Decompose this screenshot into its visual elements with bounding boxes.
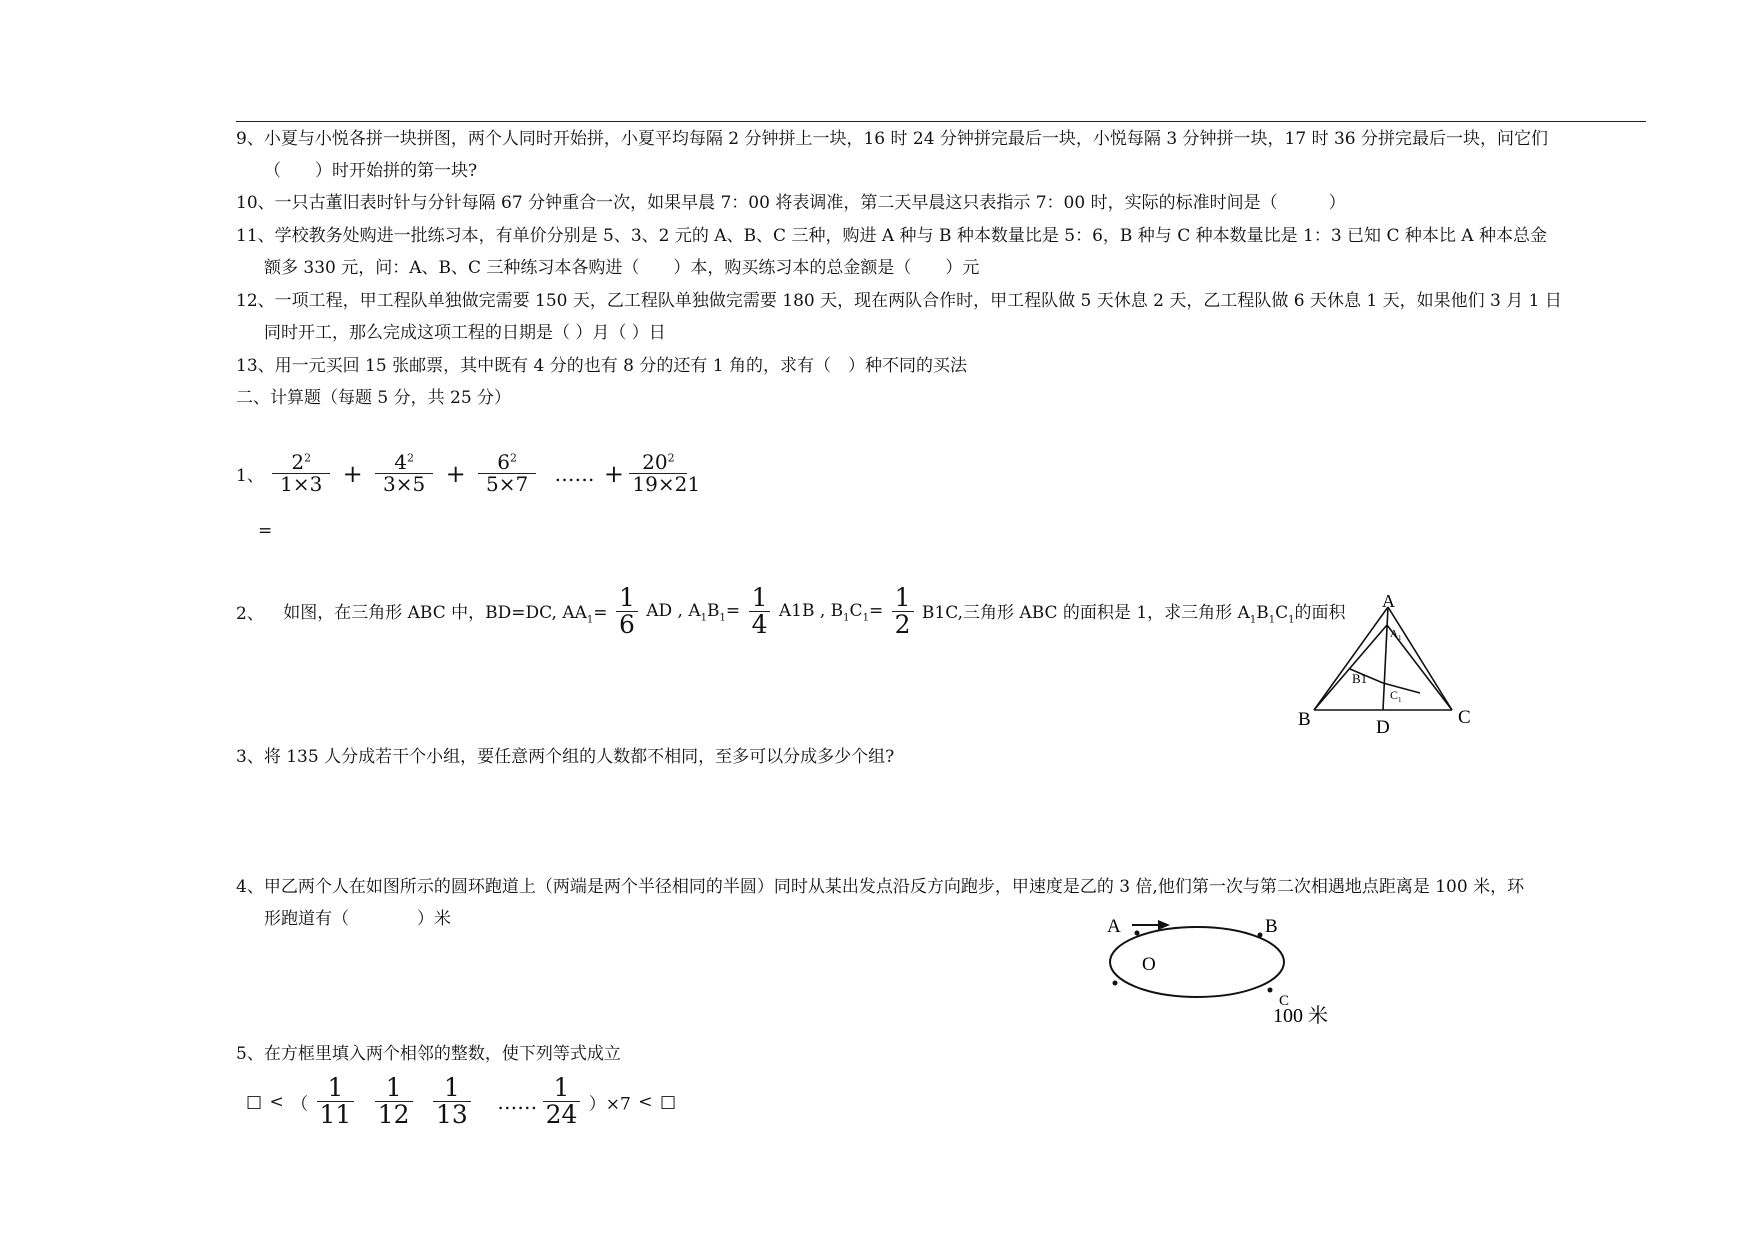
track-label-o: O [1142,954,1156,975]
header-rule [236,121,1646,122]
point-left [1113,981,1118,986]
calc1-equals: = [258,521,273,541]
calc5-frac-4-num: 1 [543,1075,581,1102]
triangle-label-a1 [1390,628,1402,642]
triangle-label-d: D [1376,717,1390,735]
calc2-intro: 如图，在三角形 ABC 中，BD=DC, AA [283,603,587,624]
calc1-term-4-exp: 2 [667,451,675,465]
calc1-term-2-den: 3×5 [383,472,426,496]
calc2-sub-t-b1: 1 [1268,614,1276,626]
section2-title: 二、计算题（每题 5 分，共 25 分） [236,388,512,408]
point-c [1268,988,1273,993]
point-b [1258,933,1263,938]
calc1-term-3-exp: 2 [509,451,517,465]
q12-line1: 12、一项工程，甲工程队单独做完需要 150 天，乙工程队单独做完需要 180 天，现在两队合作时，甲工程队做 5 天休息 2 天，乙工程队做 6 天休息 1 天，如果他们 3 月 1 日 [236,291,1562,311]
calc2-part-a1b: A1B , B [778,600,844,621]
track-label-b: B [1265,916,1278,937]
calc5-frac-1-den: 11 [319,1100,352,1130]
calc2-eq-2: = [725,600,741,621]
calc5-frac-4 [543,1075,581,1129]
segment-c1 [1383,683,1420,693]
calc1-term-3-num: 6 [497,450,510,474]
triangle-label-a: A [1382,595,1395,611]
calc2-frac-3 [892,585,914,639]
calc1-term-2-exp: 2 [407,451,415,465]
calc5-frac-2 [375,1075,413,1129]
calc1-term-3-den: 5×7 [485,472,529,496]
calc2-sub-t-c1: 1 [1288,614,1295,626]
calc5-lt-2: < [638,1091,653,1112]
triangle-figure [1290,595,1480,735]
calc1-dots: …… [554,461,595,486]
q9-line1: 9、小夏与小悦各拼一块拼图，两个人同时开始拼，小夏平均每隔 2 分钟拼上一块，16 时 24 分钟拼完最后一块，小悦每隔 3 分钟拼一块，17 时 36 分拼完最后一块，问它们 [236,129,1549,149]
calc5-box-left: □ [246,1091,263,1112]
calc4-line1: 4、甲乙两个人在如图所示的圆环跑道上（两端是两个半径相同的半圆）同时从某出发点沿反方向跑步，甲速度是乙的 3 倍,他们第一次与第二次相遇地点距离是 100 米，环 [236,877,1525,897]
calc1-label: 1、 [236,466,264,486]
calc2-part-b: B [707,600,720,621]
triangle-label-b1: B1 [1352,671,1368,686]
track-ellipse [1110,927,1284,997]
calc2-part-ad: AD , A [646,600,701,621]
calc5-frac-2-num: 1 [375,1075,413,1102]
calc5-frac-1-num: 1 [317,1075,355,1102]
calc2-tail: 的面积 [1294,603,1346,624]
calc5-inequality [246,1075,676,1129]
q10-line1: 10、一只古董旧表时针与分针每隔 67 分钟重合一次，如果早晨 7：00 将表调准，第二天早晨这只表指示 7：00 时，实际的标准时间是（ ） [236,193,1346,213]
calc2-label: 2、 [236,604,264,625]
calc2-statement [236,585,1345,639]
calc2-eq-3: = [868,600,884,621]
calc1-term-1-exp: 2 [304,451,312,465]
calc2-frac-3-num: 1 [892,585,914,612]
calc1-term-1 [272,452,330,495]
track-label-c: C [1279,993,1290,1009]
calc2-t-b: B [1256,603,1269,624]
calc2-frac-2-num: 1 [749,585,771,612]
q12-line2: 同时开工，那么完成这项工程的日期是（ ）月（ ）日 [264,323,666,343]
calc2-sub-c1: 1 [862,611,869,623]
calc1-term-4-den: 19×21 [632,472,701,496]
q13-line1: 13、用一元买回 15 张邮票，其中既有 4 分的也有 8 分的还有 1 角的，求有（ ）种不同的买法 [236,356,967,376]
calc1-term-2-num: 4 [394,450,408,474]
calc1-expression [236,450,701,496]
triangle-label-c1 [1390,688,1402,704]
triangle-label-c1-sub: 1 [1398,696,1402,704]
calc3-text: 3、将 135 人分成若干个小组，要任意两个组的人数都不相同，至多可以分成多少个组? [236,747,895,767]
calc5-frac-3-den: 13 [435,1100,468,1130]
calc5-frac-3 [433,1075,471,1129]
track-distance-label: 100 米 [1273,1005,1328,1027]
calc2-sub-b1-2: 1 [843,611,850,623]
calc2-frac-2 [749,585,771,639]
calc2-frac-3-den: 2 [894,610,911,640]
median-ad [1383,607,1388,710]
q11-line2: 额多 330 元，问：A、B、C 三种练习本各购进（ ）本，购买练习本的总金额是（ ）元 [264,258,980,278]
calc1-term-4 [629,450,701,496]
calc2-sub-b1: 1 [719,611,726,623]
triangle-label-a1-sub: 1 [1397,634,1402,642]
triangle-label-b: B [1298,709,1311,730]
calc4-line2: 形跑道有（ ）米 [264,909,451,929]
track-figure [1095,910,1345,1030]
calc2-part-c: C [849,600,863,621]
calc1-term-3 [478,452,536,495]
calc2-frac-1-num: 1 [616,585,638,612]
calc1-plus-2: + [445,459,466,488]
calc5-frac-4-den: 24 [545,1100,578,1130]
q11-line1: 11、学校教务处购进一批练习本，有单价分别是 5、3、2 元的 A、B、C 三种，购进 A 种与 B 种本数量比是 5：6，B 种与 C 种本数量比是 1：3 已知 C 种本比 A 种本总金 [236,226,1547,246]
calc5-lt-1: < [269,1091,284,1112]
triangle-edge-ab [1314,607,1388,710]
track-label-a: A [1107,916,1121,937]
calc2-frac-1-den: 6 [618,610,635,640]
calc5-dots: …… [497,1089,538,1114]
calc5-frac-3-num: 1 [433,1075,471,1102]
q9-line2: （ ）时开始拼的第一块? [264,161,478,181]
triangle-label-a1-main: A [1390,628,1398,640]
calc5-lparen: （ [291,1094,309,1115]
calc2-part-b1c: B1C,三角形 ABC 的面积是 1，求三角形 A [921,603,1250,624]
calc1-plus-1: + [342,459,363,488]
calc2-eq-1: = [593,603,608,624]
calc1-term-2 [375,452,433,495]
calc1-term-4-num: 20 [642,450,668,474]
calc2-sub-t-a1: 1 [1249,614,1257,626]
segment-a1b [1314,625,1387,710]
calc2-frac-1 [616,585,638,639]
calc5-line1: 5、在方框里填入两个相邻的整数，使下列等式成立 [236,1044,621,1064]
triangle-label-c1-main: C [1390,688,1399,702]
calc1-term-1-den: 1×3 [280,472,323,496]
triangle-label-c: C [1458,707,1471,728]
calc5-frac-1 [317,1075,355,1129]
calc5-frac-2-den: 12 [377,1100,410,1130]
calc2-sub-aa1: 1 [586,614,594,626]
calc1-plus-3: + [603,459,624,488]
calc5-box-right: □ [659,1091,676,1112]
calc2-sub-a1: 1 [700,611,708,623]
calc2-frac-2-den: 4 [751,610,768,640]
calc1-term-1-num: 2 [291,450,305,474]
point-a [1135,931,1140,936]
calc2-t-c: C [1275,603,1289,624]
calc5-tail: ）×7 [588,1094,631,1115]
